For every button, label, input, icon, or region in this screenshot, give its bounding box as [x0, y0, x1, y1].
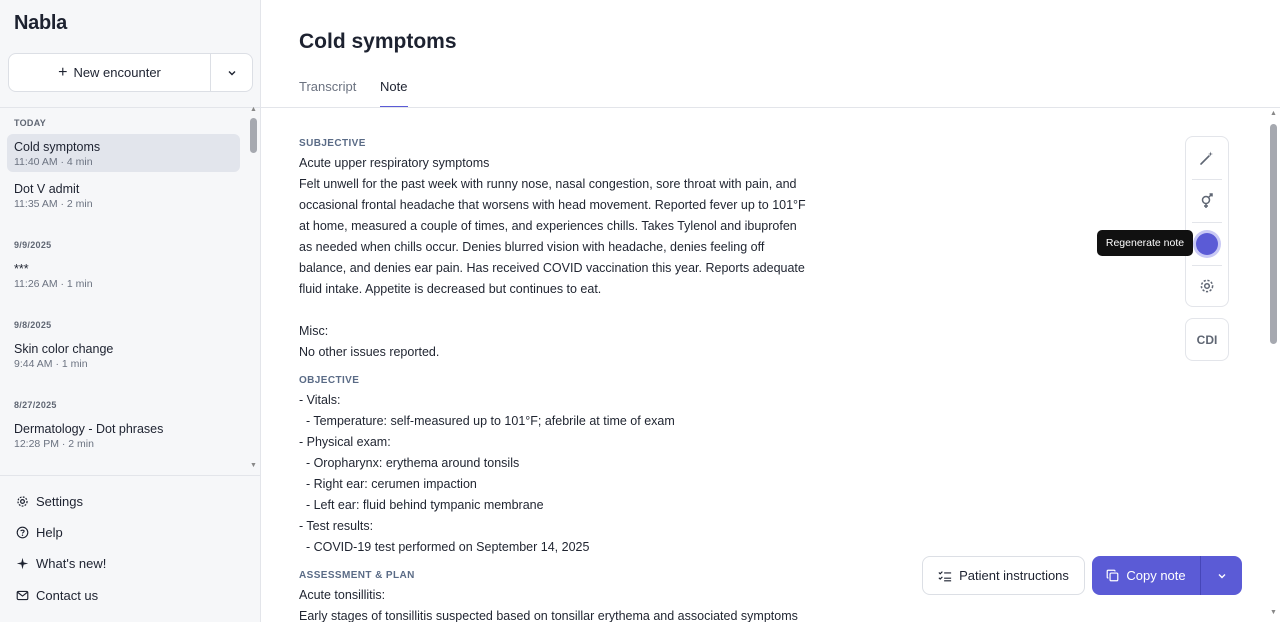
- note-line: Misc:: [299, 324, 329, 338]
- note-line: - Temperature: self-measured up to 101°F; afebrile at time of exam: [299, 414, 675, 428]
- note-line: - COVID-19 test performed on September 14, 2025: [299, 540, 590, 554]
- tab-transcript[interactable]: Transcript: [299, 79, 357, 94]
- encounter-meta: 12:28 PM · 2 min: [14, 438, 94, 450]
- new-encounter-label: New encounter: [73, 65, 161, 80]
- magic-wand-icon: [1199, 150, 1215, 166]
- note-line: - Left ear: fluid behind tympanic membrane: [299, 498, 544, 512]
- scroll-down-arrow[interactable]: ▼: [250, 462, 257, 469]
- sparkle-icon: [16, 557, 29, 570]
- note-line: - Oropharynx: erythema around tonsils: [299, 456, 520, 470]
- divider: [0, 107, 261, 108]
- encounter-item[interactable]: [7, 416, 240, 454]
- divider: [261, 107, 1280, 108]
- tab-note[interactable]: Note: [380, 79, 408, 94]
- note-line: balance, and denies ear pain. Has received COVID vaccination this year. Reports adequate: [299, 261, 805, 275]
- help-icon: [16, 526, 29, 539]
- scroll-down-arrow[interactable]: ▼: [1270, 609, 1277, 616]
- gender-button[interactable]: [1186, 180, 1228, 222]
- note-settings-button[interactable]: [1186, 265, 1228, 307]
- sidebar-scrollbar-thumb[interactable]: [250, 118, 257, 153]
- section-heading-subjective: SUBJECTIVE: [299, 138, 366, 149]
- regenerate-tooltip: Regenerate note: [1097, 230, 1193, 256]
- contact-link[interactable]: [16, 588, 98, 603]
- encounter-title: Skin color change: [14, 342, 114, 356]
- patient-instructions-label: Patient instructions: [959, 568, 1069, 583]
- settings-label: Settings: [36, 494, 83, 509]
- settings-link[interactable]: [16, 494, 83, 509]
- patient-instructions-button[interactable]: [922, 556, 1085, 595]
- help-label: Help: [36, 525, 63, 540]
- note-line: fluid intake. Appetite is decreased but continues to eat.: [299, 282, 602, 296]
- regenerate-icon: [1196, 233, 1218, 255]
- copy-note-split-button: [1092, 556, 1242, 595]
- note-line: No other issues reported.: [299, 345, 440, 359]
- encounter-meta: 11:26 AM · 1 min: [14, 278, 93, 290]
- plus-icon: +: [58, 63, 68, 81]
- note-line: - Vitals:: [299, 393, 341, 407]
- whats-new-label: What's new!: [36, 556, 107, 571]
- encounter-meta: 11:40 AM · 4 min: [14, 156, 93, 168]
- note-content: [299, 136, 839, 622]
- encounter-meta: 9:44 AM · 1 min: [14, 358, 88, 370]
- note-line: Early stages of tonsillitis suspected based on tonsillar erythema and associated symptoms: [299, 609, 798, 622]
- chevron-down-icon: [227, 68, 237, 78]
- scroll-up-arrow[interactable]: ▲: [250, 106, 257, 113]
- encounter-item[interactable]: [7, 336, 240, 374]
- note-line: at home, measured a couple of times, and experiences chills. Takes Tylenol and ibuprofen: [299, 219, 797, 233]
- main-scrollbar-thumb[interactable]: [1270, 124, 1277, 344]
- encounter-item[interactable]: [7, 176, 240, 214]
- copy-note-label: Copy note: [1126, 568, 1186, 583]
- new-encounter-dropdown-button[interactable]: [211, 54, 252, 91]
- encounter-item[interactable]: [7, 256, 240, 294]
- group-label-date: 9/8/2025: [14, 320, 52, 330]
- note-line: occasional frontal headache that worsens with head movement. Reported fever up to 101°F: [299, 198, 806, 212]
- cdi-button[interactable]: CDI: [1185, 318, 1229, 361]
- encounter-title: Dermatology - Dot phrases: [14, 422, 164, 436]
- encounter-title: Cold symptoms: [14, 140, 101, 154]
- sidebar: [0, 0, 261, 622]
- mail-icon: [16, 589, 29, 602]
- copy-icon: [1106, 569, 1119, 582]
- encounter-meta: 11:35 AM · 2 min: [14, 198, 93, 210]
- note-line: - Test results:: [299, 519, 374, 533]
- group-label-date: 8/27/2025: [14, 400, 57, 410]
- new-encounter-split-button: [8, 53, 253, 92]
- gear-icon: [16, 495, 29, 508]
- scroll-up-arrow[interactable]: ▲: [1270, 110, 1277, 117]
- encounter-title: ***: [14, 262, 29, 276]
- gender-icon: [1199, 193, 1215, 209]
- chevron-down-icon: [1217, 571, 1227, 581]
- note-line: Acute upper respiratory symptoms: [299, 156, 490, 170]
- settings-icon: [1199, 278, 1215, 294]
- copy-note-button[interactable]: [1092, 556, 1201, 595]
- copy-note-dropdown-button[interactable]: [1201, 556, 1242, 595]
- contact-label: Contact us: [36, 588, 99, 603]
- group-label-date: 9/9/2025: [14, 240, 52, 250]
- whats-new-link[interactable]: [16, 556, 106, 571]
- note-tools-panel: [1185, 136, 1229, 307]
- note-line: Felt unwell for the past week with runny nose, nasal congestion, sore throat with pain, and: [299, 177, 797, 191]
- page-title: Cold symptoms: [299, 30, 457, 53]
- help-link[interactable]: [16, 525, 63, 540]
- app-logo: Nabla: [14, 12, 67, 34]
- encounter-item[interactable]: [7, 134, 240, 172]
- note-line: - Physical exam:: [299, 435, 391, 449]
- section-heading-assessment: ASSESSMENT & PLAN: [299, 570, 415, 581]
- note-line: Acute tonsillitis:: [299, 588, 386, 602]
- note-line: - Right ear: cerumen impaction: [299, 477, 477, 491]
- note-line: as needed when chills occur. Denies blurred vision with headache, denies feeling off: [299, 240, 765, 254]
- new-encounter-button[interactable]: [9, 54, 211, 91]
- divider: [0, 475, 261, 476]
- group-label-today: TODAY: [14, 118, 47, 128]
- section-heading-objective: OBJECTIVE: [299, 375, 360, 386]
- magic-edit-button[interactable]: [1186, 137, 1228, 179]
- checklist-icon: [938, 569, 952, 583]
- encounter-title: Dot V admit: [14, 182, 80, 196]
